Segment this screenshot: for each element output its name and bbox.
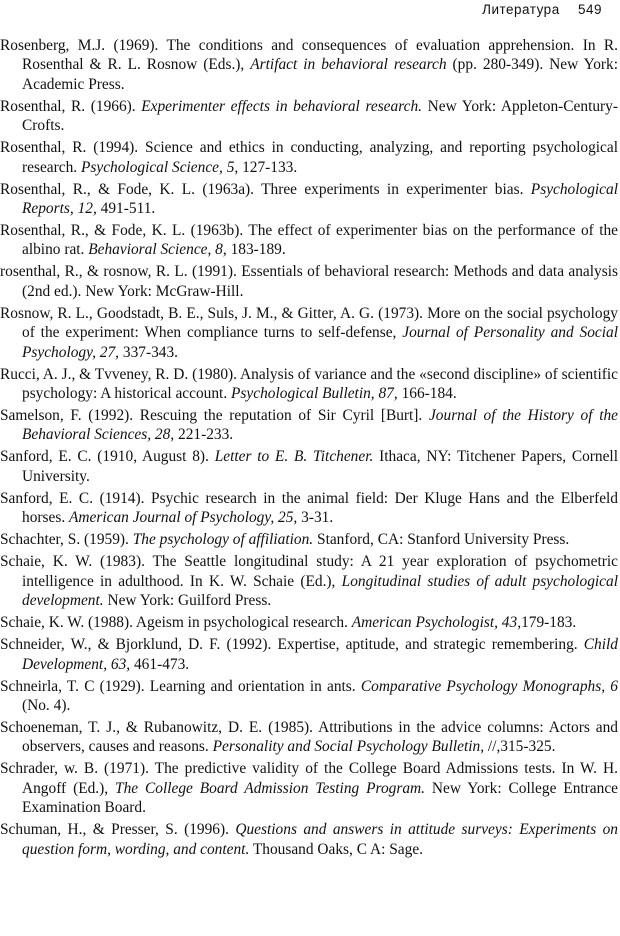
reference-text: (pp. 280-349). New York: Academic Press. xyxy=(22,56,618,93)
reference-title: Psychological Reports, 12, xyxy=(22,180,618,218)
reference-title: Journal of Personality and Social Psychology, 27, xyxy=(22,324,618,361)
reference-text: Rosenthal, R., & Fode, K. L. (1963b). The effect of experimenter bias on the performance of the albino rat. xyxy=(0,222,618,259)
reference-text: 337-343. xyxy=(119,343,179,361)
reference-text: Sanford, E. C. (1910, August 8). xyxy=(0,448,215,466)
reference-text: 183-189. xyxy=(226,241,286,259)
reference-title: American Psychologist, 43, xyxy=(351,614,522,632)
reference-text: 127-133. xyxy=(238,158,298,176)
reference-title: Questions and answers in attitude surveys: Experiments on question form, wording, and content. xyxy=(22,821,618,858)
reference-entry xyxy=(0,262,618,301)
reference-text: 166-184. xyxy=(397,385,457,403)
reference-title: Journal of the History of the Behavioral Sciences, 28, xyxy=(22,407,618,444)
reference-title: Behavioral Science, 8, xyxy=(88,241,227,259)
reference-text: Schoeneman, T. J., & Rubanowitz, D. E. (1985). Attributions in the advice columns: Actors and observers, causes and reasons. xyxy=(0,718,618,756)
reference-text: Ithaca, NY: Titchener Papers, Cornell University. xyxy=(22,448,618,485)
running-header xyxy=(482,2,602,17)
reference-title: Longitudinal studies of adult psychological development. xyxy=(22,572,618,610)
reference-title: Experimenter effects in behavioral research. xyxy=(141,97,423,115)
reference-text: New York: Guilford Press. xyxy=(103,592,272,610)
reference-text: Rucci, A. J., & Tvveney, R. D. (1980). Analysis of variance and the «second discipline» of scientific psychology: A historical account. xyxy=(0,365,618,403)
reference-title: Child Development, 63, xyxy=(22,636,618,673)
reference-title: Personality and Social Psychology Bulletin, xyxy=(212,738,485,756)
reference-text: Schrader, w. B. (1971). The predictive validity of the College Board Admissions tests. In W. H. Angoff (Ed.), xyxy=(0,760,618,797)
reference-text: New York: Appleton-Century-Crofts. xyxy=(22,97,618,135)
reference-text: (No. 4). xyxy=(22,696,71,714)
reference-text: Rosenthal, R. (1966). xyxy=(0,97,142,115)
reference-text: 491-511. xyxy=(96,200,156,218)
reference-entry xyxy=(0,530,618,549)
page-number: 549 xyxy=(577,2,602,17)
reference-title: American Journal of Psychology, 25, xyxy=(69,509,298,527)
reference-text: Schaie, K. W. (1988). Ageism in psychological research. xyxy=(0,614,352,632)
reference-entry xyxy=(0,365,618,404)
reference-entry xyxy=(0,447,618,486)
reference-text: Schneirla, T. C (1929). Learning and orientation in ants. xyxy=(0,677,361,695)
header-title: Литература xyxy=(482,2,560,17)
reference-text: rosenthal, R., & rosnow, R. L. (1991). Essentials of behavioral research: Methods and data analysis (2nd ed.). New York: McGraw-Hill. xyxy=(0,263,618,300)
reference-entry xyxy=(0,221,618,260)
reference-text: //,315-325. xyxy=(484,738,556,756)
reference-entry xyxy=(0,180,618,219)
reference-entry xyxy=(0,552,618,610)
reference-list xyxy=(0,36,618,862)
reference-text: New York: College Entrance Examination Board. xyxy=(22,779,618,817)
reference-text: Stanford, CA: Stanford University Press. xyxy=(313,531,570,549)
reference-text: Schuman, H., & Presser, S. (1996). xyxy=(0,821,236,839)
reference-text: Schaie, K. W. (1983). The Seattle longitudinal study: A 21 year exploration of psychometric intelligence in adulthood. In K. W. Schaie (Ed.), xyxy=(0,553,618,590)
reference-entry xyxy=(0,138,618,177)
reference-entry xyxy=(0,613,618,632)
reference-text: 221-233. xyxy=(174,426,234,444)
reference-text: Samelson, F. (1992). Rescuing the reputation of Sir Cyril [Burt]. xyxy=(0,407,429,425)
reference-title: Psychological Science, 5, xyxy=(80,158,239,176)
reference-text: Schneider, W., & Bjorklund, D. F. (1992). Expertise, aptitude, and strategic remembering. xyxy=(0,636,584,654)
reference-text: 3-31. xyxy=(297,509,334,527)
reference-entry xyxy=(0,97,618,136)
reference-text: Sanford, E. C. (1914). Psychic research in the animal field: Der Kluge Hans and the Elberfeld horses. xyxy=(0,489,618,527)
reference-text: Thousand Oaks, C A: Sage. xyxy=(249,840,424,858)
reference-entry xyxy=(0,677,618,716)
reference-entry xyxy=(0,489,618,528)
reference-entry xyxy=(0,718,618,757)
reference-title: The College Board Admission Testing Program. xyxy=(115,779,425,797)
reference-entry xyxy=(0,406,618,445)
reference-entry xyxy=(0,36,618,94)
reference-title: The psychology of affiliation. xyxy=(132,531,314,549)
reference-entry xyxy=(0,304,618,362)
reference-title: Comparative Psychology Monographs, 6 xyxy=(360,677,618,695)
reference-title: Psychological Bulletin, 87, xyxy=(231,385,398,403)
reference-text: Rosenberg, M.J. (1969). The conditions and consequences of evaluation apprehension. In R. Rosenthal & R. L. Rosnow (Eds.), xyxy=(0,37,618,74)
reference-text: Schachter, S. (1959). xyxy=(0,531,133,549)
reference-title: Artifact in behavioral research xyxy=(250,56,447,74)
reference-text: Rosenthal, R. (1994). Science and ethics in conducting, analyzing, and reporting psychological research. xyxy=(0,139,618,176)
reference-text: Rosnow, R. L., Goodstadt, B. E., Suls, J. M., & Gitter, A. G. (1973). More on the social psychology of the experiment: When compliance turns to self-defense, xyxy=(0,304,618,342)
reference-entry xyxy=(0,635,618,674)
reference-entry xyxy=(0,759,618,817)
reference-entry xyxy=(0,820,618,859)
reference-text: 179-183. xyxy=(521,614,577,632)
reference-title: Letter to E. B. Titchener. xyxy=(214,448,374,466)
reference-text: Rosenthal, R., & Fode, K. L. (1963a). Three experiments in experimenter bias. xyxy=(0,180,531,198)
reference-text: 461-473. xyxy=(130,655,190,673)
